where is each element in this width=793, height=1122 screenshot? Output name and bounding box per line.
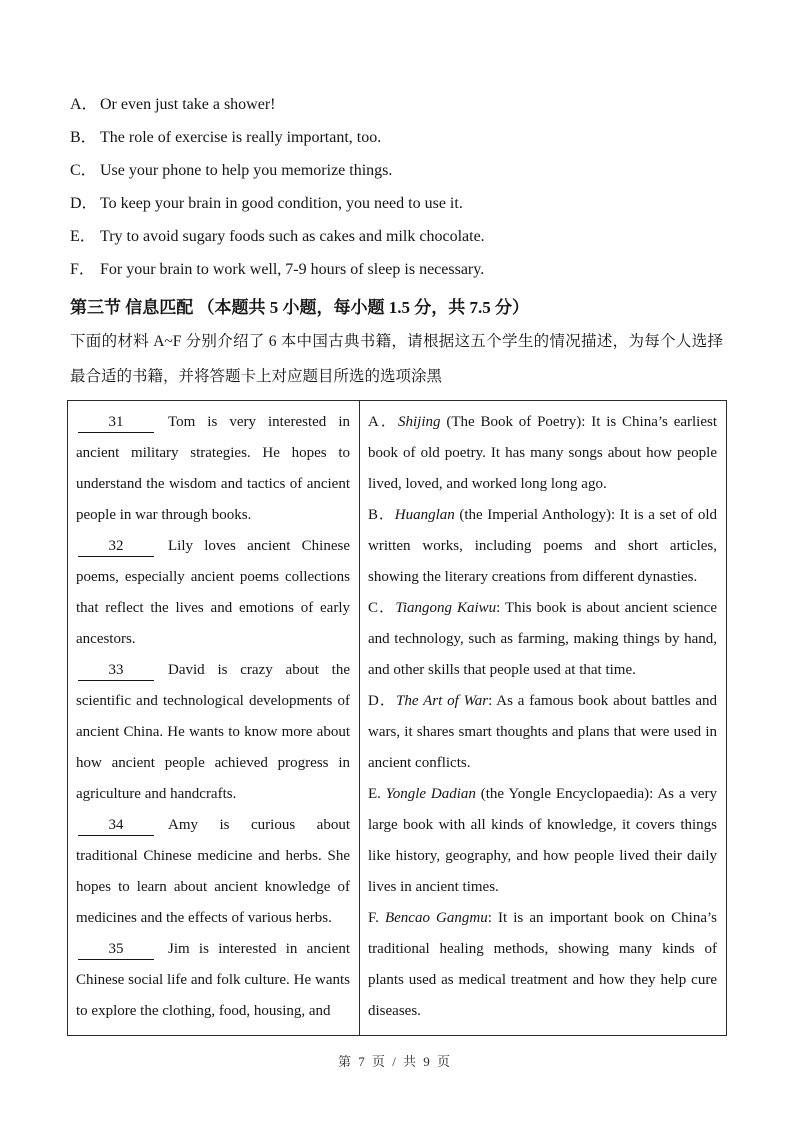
answer-blank-31 xyxy=(78,413,154,433)
question-number-32: 32 xyxy=(108,538,124,554)
option-a xyxy=(70,88,723,121)
option-f xyxy=(70,253,723,286)
section-heading: 第三节 信息匹配 （本题共 5 小题，每小题 1.5 分，共 7.5 分） xyxy=(70,298,529,317)
option-b-text: The role of exercise is really important, too. xyxy=(100,129,382,146)
book-label-b: B． xyxy=(368,507,395,523)
book-item-c xyxy=(368,593,717,686)
student-text-35: Jim is interested in ancient Chinese social life and folk culture. He wants to explore the clothing, food, housing, and xyxy=(76,941,350,1019)
option-a-text: Or even just take a shower! xyxy=(100,96,276,113)
book-text-f: : It is an important book on China’s traditional healing methods, showing many kinds of plants used as medical treatment and how they help cure diseases. xyxy=(368,910,717,1019)
option-e-label: E． xyxy=(70,228,96,245)
question-number-33: 33 xyxy=(108,662,124,678)
option-c xyxy=(70,154,723,187)
answer-blank-32 xyxy=(78,537,154,557)
answer-blank-33 xyxy=(78,661,154,681)
book-label-d: D． xyxy=(368,693,397,709)
book-text-b: (the Imperial Anthology): It is a set of old written works, including poems and short articles, showing the literary creations from different dynasties. xyxy=(368,507,717,585)
book-text-a: (The Book of Poetry): It is China’s earliest book of old poetry. It has many songs about how people lived, loved, and worked long long ago. xyxy=(368,414,718,492)
page-footer: 第 7 页 / 共 9 页 xyxy=(337,1054,453,1069)
student-text-34: Amy is curious about traditional Chinese medicine and herbs. She hopes to learn about ancient knowledge of medicines and the effects of various herbs. xyxy=(76,817,350,926)
option-e xyxy=(70,220,723,253)
option-b-label: B． xyxy=(70,129,97,146)
book-label-f: F. xyxy=(368,910,385,926)
book-item-a xyxy=(368,407,717,500)
question-number-31: 31 xyxy=(108,414,124,430)
option-d-text: To keep your brain in good condition, you need to use it. xyxy=(100,195,463,212)
book-item-b xyxy=(368,500,717,593)
option-d-label: D． xyxy=(70,195,98,212)
book-title-f: Bencao Gangmu xyxy=(384,910,488,926)
answer-blank-34 xyxy=(78,816,154,836)
student-text-32: Lily loves ancient Chinese poems, especially ancient poems collections that reflect the lives and emotions of early ancestors. xyxy=(76,538,350,647)
book-text-c: : This book is about ancient science and technology, such as farming, making things by hand, and other skills that people used at that time. xyxy=(368,600,717,678)
option-c-label: C． xyxy=(70,162,97,179)
book-title-e: Yongle Dadian xyxy=(385,786,476,802)
book-item-e xyxy=(368,779,717,903)
book-title-a: Shijing xyxy=(397,414,441,430)
book-label-c: C． xyxy=(368,600,396,616)
option-d xyxy=(70,187,723,220)
student-item-31 xyxy=(76,407,350,531)
answer-blank-35 xyxy=(78,940,154,960)
book-text-d: : As a famous book about battles and wars, it shares smart thoughts and plans that were used in ancient conflicts. xyxy=(368,693,717,771)
book-item-f xyxy=(368,903,717,1027)
book-title-c: Tiangong Kaiwu xyxy=(395,600,497,616)
option-f-label: F． xyxy=(70,261,95,278)
matching-table xyxy=(67,400,727,1036)
book-label-e: E. xyxy=(368,786,386,802)
student-item-33 xyxy=(76,655,350,810)
student-item-34 xyxy=(76,810,350,934)
question-number-35: 35 xyxy=(108,941,124,957)
students-column xyxy=(68,401,360,1036)
section-instructions: 下面的材料 A~F 分别介绍了 6 本中国古典书籍，请根据这五个学生的情况描述，为每个人选择最合适的书籍，并将答题卡上对应题目所选的选项涂黑 xyxy=(70,333,723,385)
option-a-label: A． xyxy=(70,96,98,113)
book-title-b: Huanglan xyxy=(394,507,455,523)
student-item-35 xyxy=(76,934,350,1027)
option-c-text: Use your phone to help you memorize things. xyxy=(100,162,393,179)
option-b xyxy=(70,121,723,154)
student-text-33: David is crazy about the scientific and technological developments of ancient China. He wants to know more about how ancient people achieved progress in agriculture and handcrafts. xyxy=(76,662,350,802)
student-item-32 xyxy=(76,531,350,655)
book-label-a: A． xyxy=(368,414,398,430)
option-f-text: For your brain to work well, 7-9 hours of sleep is necessary. xyxy=(100,261,485,278)
question-number-34: 34 xyxy=(108,817,124,833)
student-text-31: Tom is very interested in ancient military strategies. He hopes to understand the wisdom and tactics of ancient people in war through books. xyxy=(76,414,350,523)
book-text-e: (the Yongle Encyclopaedia): As a very large book with all kinds of knowledge, it covers things like history, geography, and how people lived their daily lives in ancient times. xyxy=(368,786,717,895)
option-e-text: Try to avoid sugary foods such as cakes and milk chocolate. xyxy=(100,228,485,245)
matching-table-row xyxy=(68,401,727,1036)
books-column xyxy=(360,401,727,1036)
options-list-top xyxy=(70,88,723,286)
book-title-d: The Art of War xyxy=(396,693,489,709)
book-item-d xyxy=(368,686,717,779)
